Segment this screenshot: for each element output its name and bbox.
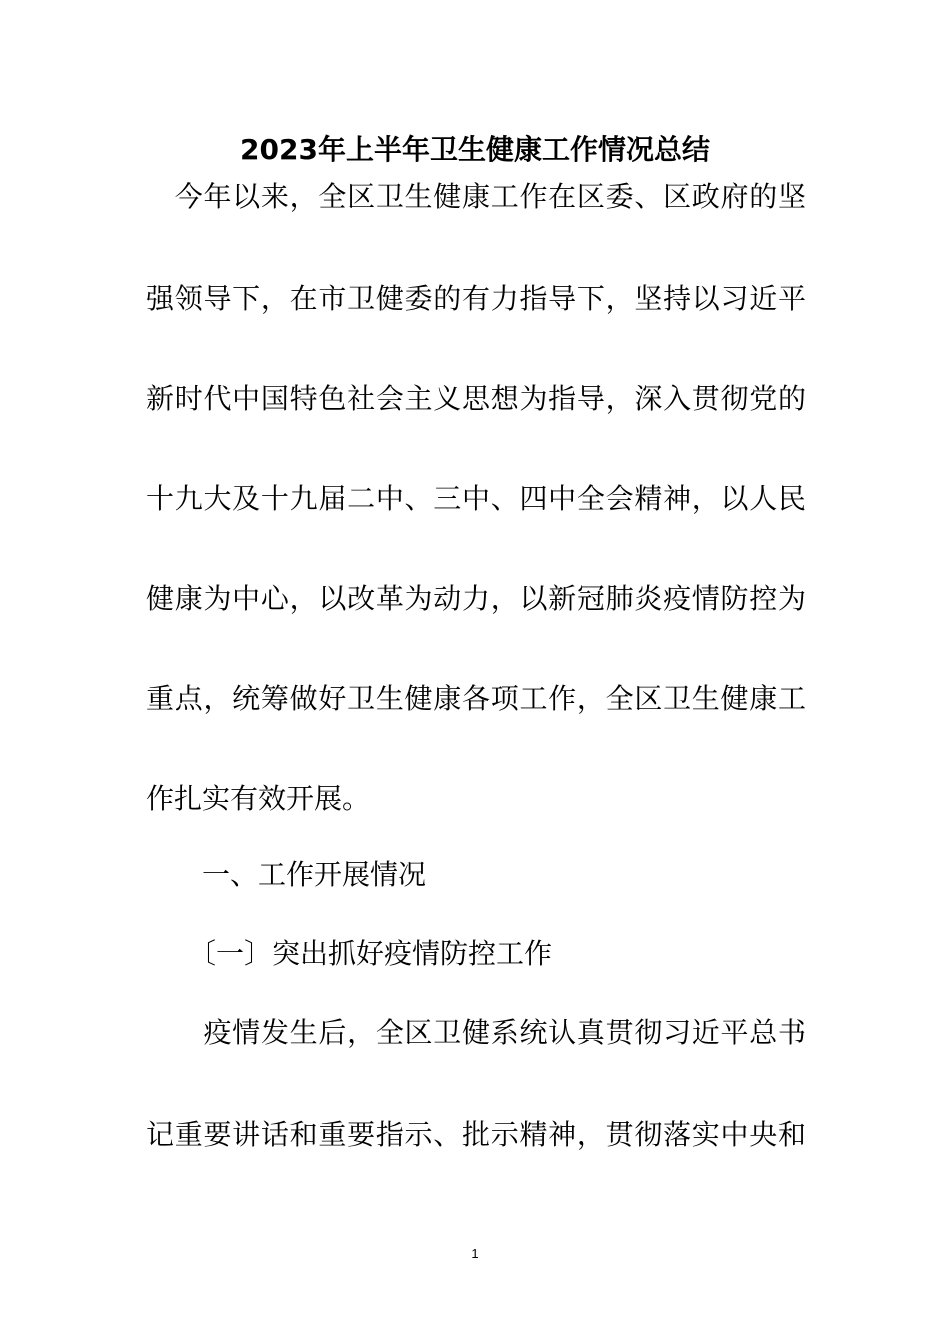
document-title: 2023年上半年卫生健康工作情况总结 [240, 133, 710, 166]
paragraph-line: 今年以来，全区卫生健康工作在区委、区政府的坚 [146, 180, 806, 213]
subsection-heading: 〔一〕突出抓好疫情防控工作 [146, 937, 553, 970]
paragraph-line: 作扎实有效开展。 [146, 782, 371, 815]
paragraph-line: 新时代中国特色社会主义思想为指导，深入贯彻党的 [146, 382, 806, 415]
paragraph-line: 强领导下，在市卫健委的有力指导下，坚持以习近平 [146, 282, 806, 315]
page-number: 1 [471, 1246, 479, 1261]
paragraph-line: 十九大及十九届二中、三中、四中全会精神，以人民 [146, 482, 806, 515]
paragraph-line: 重点，统筹做好卫生健康各项工作，全区卫生健康工 [146, 682, 806, 715]
paragraph-line: 记重要讲话和重要指示、批示精神，贯彻落实中央和 [146, 1118, 806, 1151]
section-heading: 一、工作开展情况 [146, 858, 427, 891]
paragraph-line: 疫情发生后，全区卫健系统认真贯彻习近平总书 [146, 1016, 806, 1049]
paragraph-line: 健康为中心，以改革为动力，以新冠肺炎疫情防控为 [146, 582, 806, 615]
